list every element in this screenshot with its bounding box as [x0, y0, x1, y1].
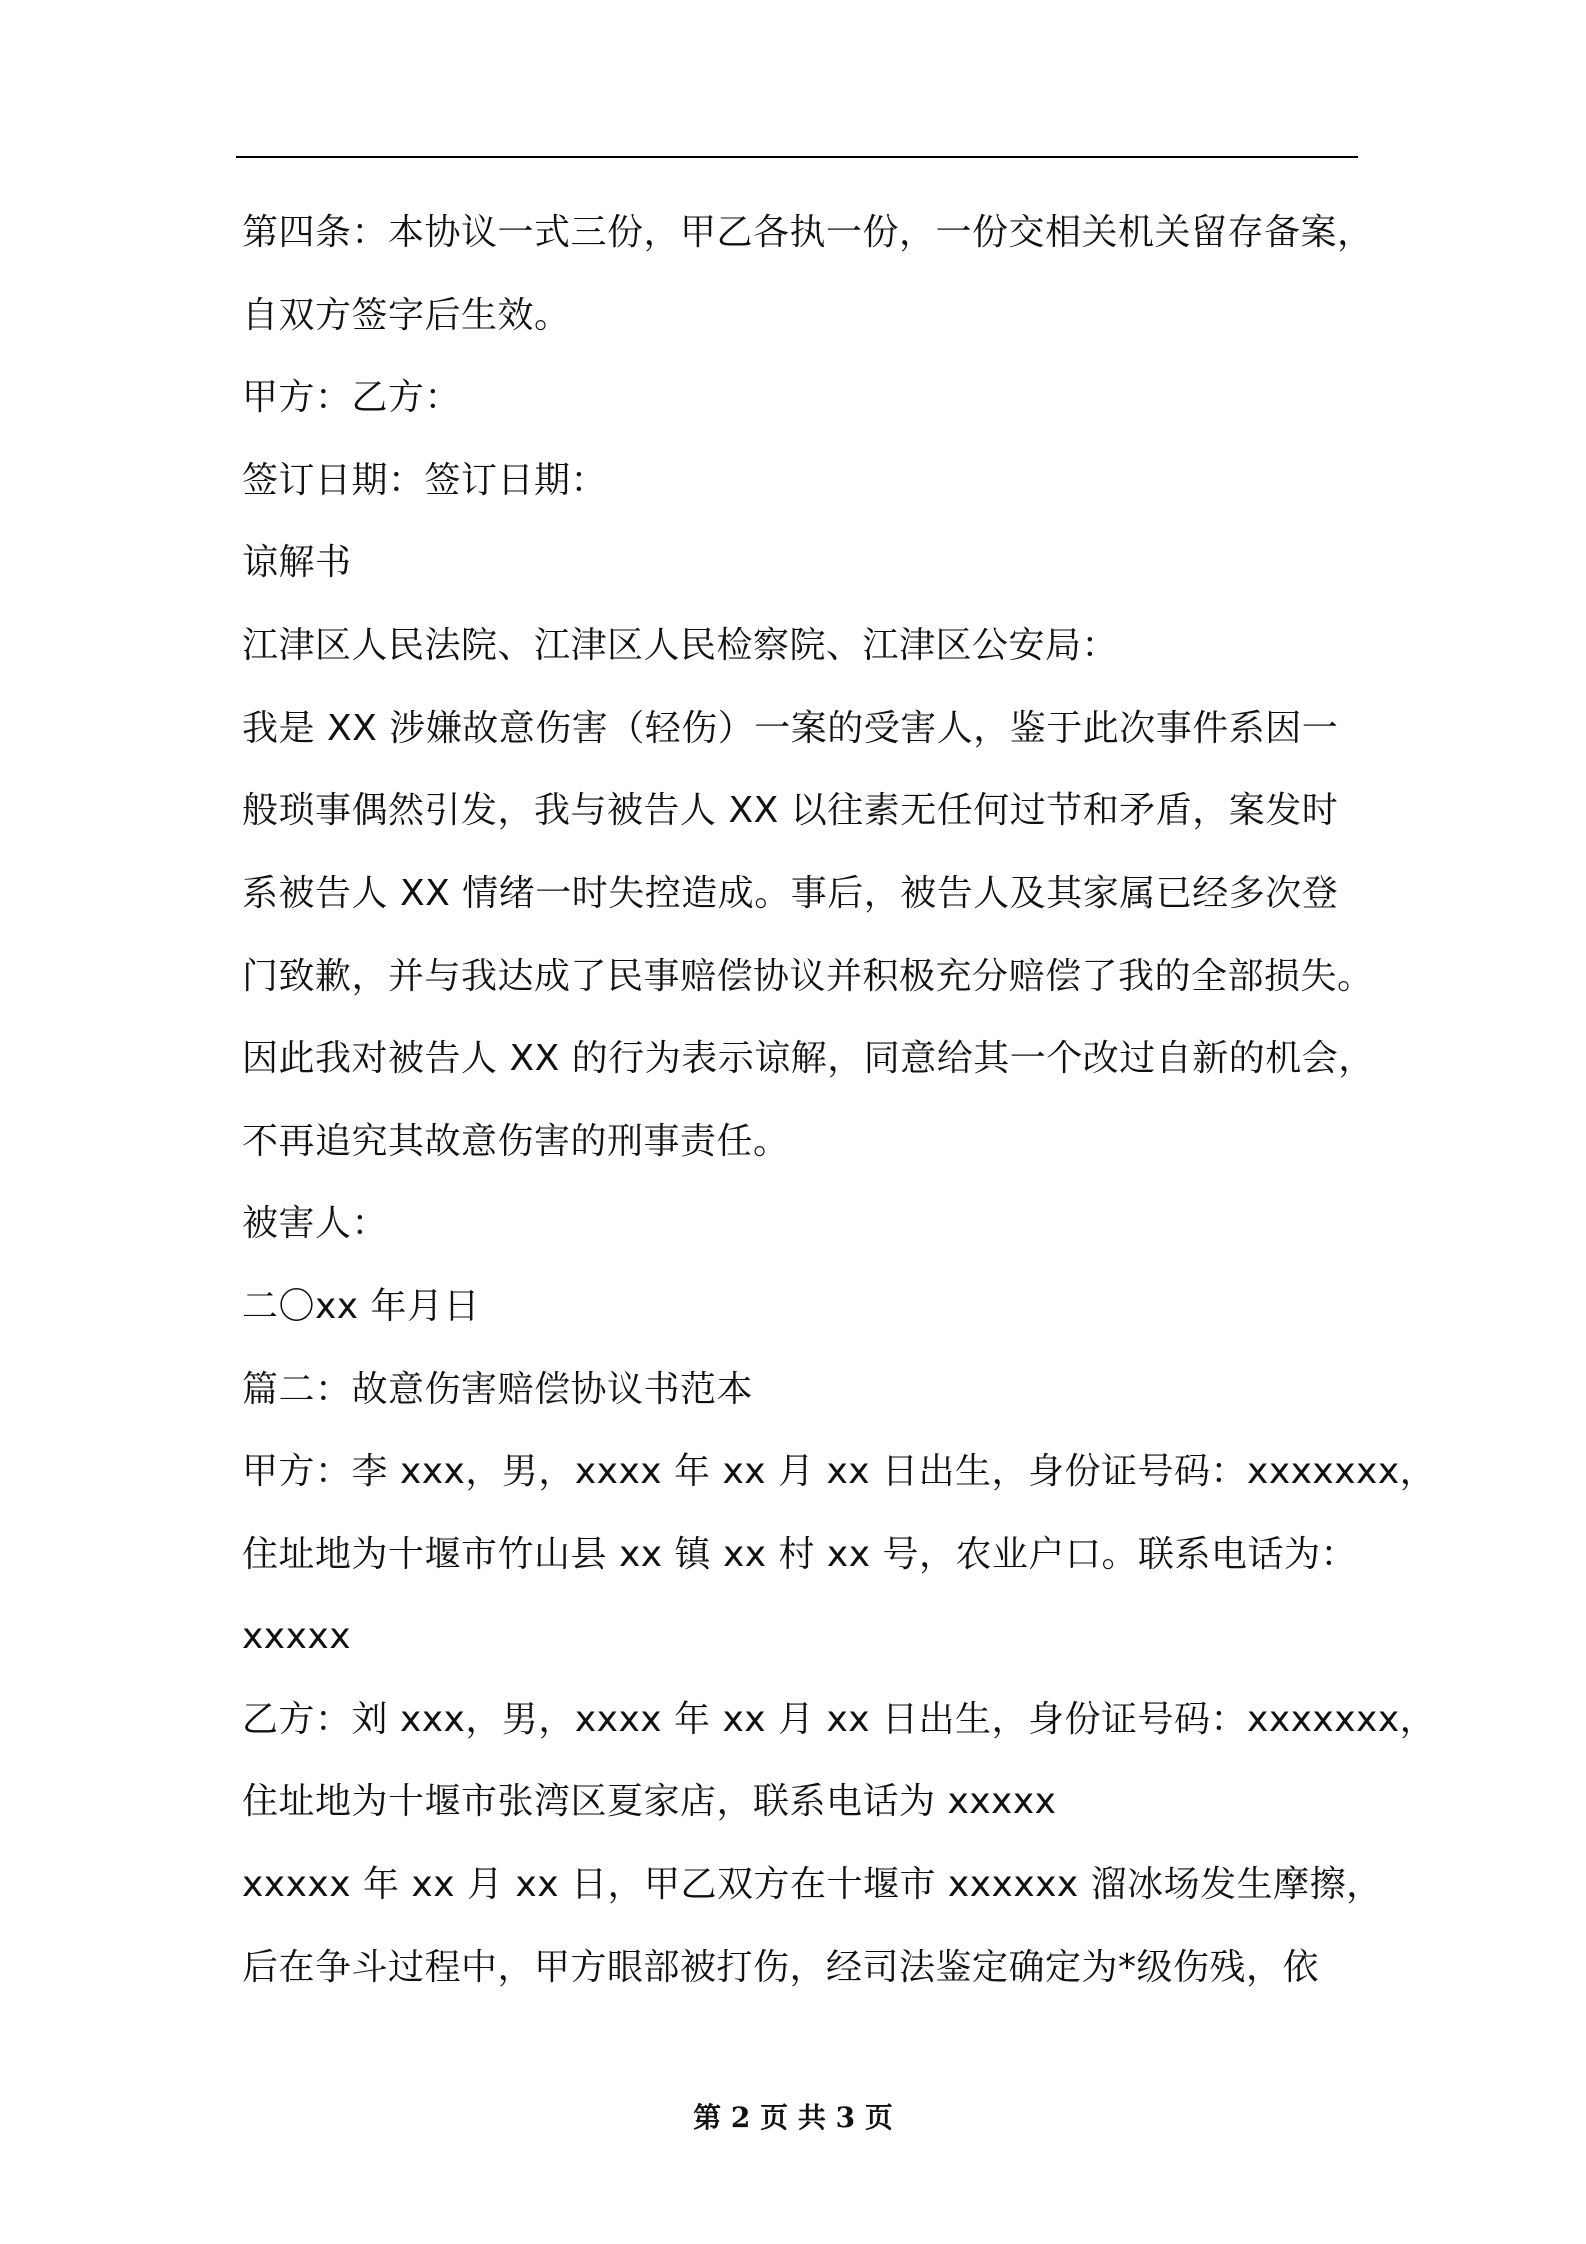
- text-line: 二〇xx 年月日: [242, 1286, 481, 1327]
- page-number-footer: 第 2 页 共 3 页: [693, 2101, 893, 2134]
- text-line: xxxxx 年 xx 月 xx 日，甲乙双方在十堰市 xxxxxx 溜冰场发生摩擦，: [242, 1864, 1383, 1905]
- text-line: 自双方签字后生效。: [242, 295, 571, 336]
- text-line: 不再追究其故意伤害的刑事责任。: [242, 1121, 790, 1162]
- text-line: 被害人：: [242, 1203, 389, 1244]
- text-line: xxxxx: [242, 1616, 352, 1657]
- section-title: 篇二：故意伤害赔偿协议书范本: [242, 1369, 754, 1410]
- text-line: 签订日期：签订日期：: [242, 460, 608, 501]
- text-line: 因此我对被告人 XX 的行为表示谅解，同意给其一个改过自新的机会，: [242, 1038, 1375, 1079]
- text-line: 门致歉，并与我达成了民事赔偿协议并积极充分赔偿了我的全部损失。: [242, 956, 1374, 997]
- text-line: 住址地为十堰市竹山县 xx 镇 xx 村 xx 号，农业户口。联系电话为：: [242, 1534, 1357, 1575]
- text-line: 般琐事偶然引发，我与被告人 XX 以往素无任何过节和矛盾，案发时: [242, 790, 1339, 831]
- text-line: 甲方：乙方：: [242, 377, 462, 418]
- header-rule: [236, 156, 1358, 158]
- text-line: 我是 XX 涉嫌故意伤害（轻伤）一案的受害人，鉴于此次事件系因一: [242, 708, 1339, 749]
- text-line: 住址地为十堰市张湾区夏家店，联系电话为 xxxxx: [242, 1781, 1057, 1822]
- text-line: 第四条：本协议一式三份，甲乙各执一份，一份交相关机关留存备案，: [242, 212, 1374, 253]
- text-line: 后在争斗过程中，甲方眼部被打伤，经司法鉴定确定为*级伤残，依: [242, 1947, 1320, 1988]
- section-title: 谅解书: [242, 542, 352, 583]
- text-line: 乙方：刘 xxx，男，xxxx 年 xx 月 xx 日出生，身份证号码：xxxxxxx，: [242, 1699, 1437, 1740]
- text-line: 甲方：李 xxx，男，xxxx 年 xx 月 xx 日出生，身份证号码：xxxxxxx，: [242, 1451, 1437, 1492]
- text-line: 江津区人民法院、江津区人民检察院、江津区公安局：: [242, 625, 1119, 666]
- text-line: 系被告人 XX 情绪一时失控造成。事后，被告人及其家属已经多次登: [242, 873, 1339, 914]
